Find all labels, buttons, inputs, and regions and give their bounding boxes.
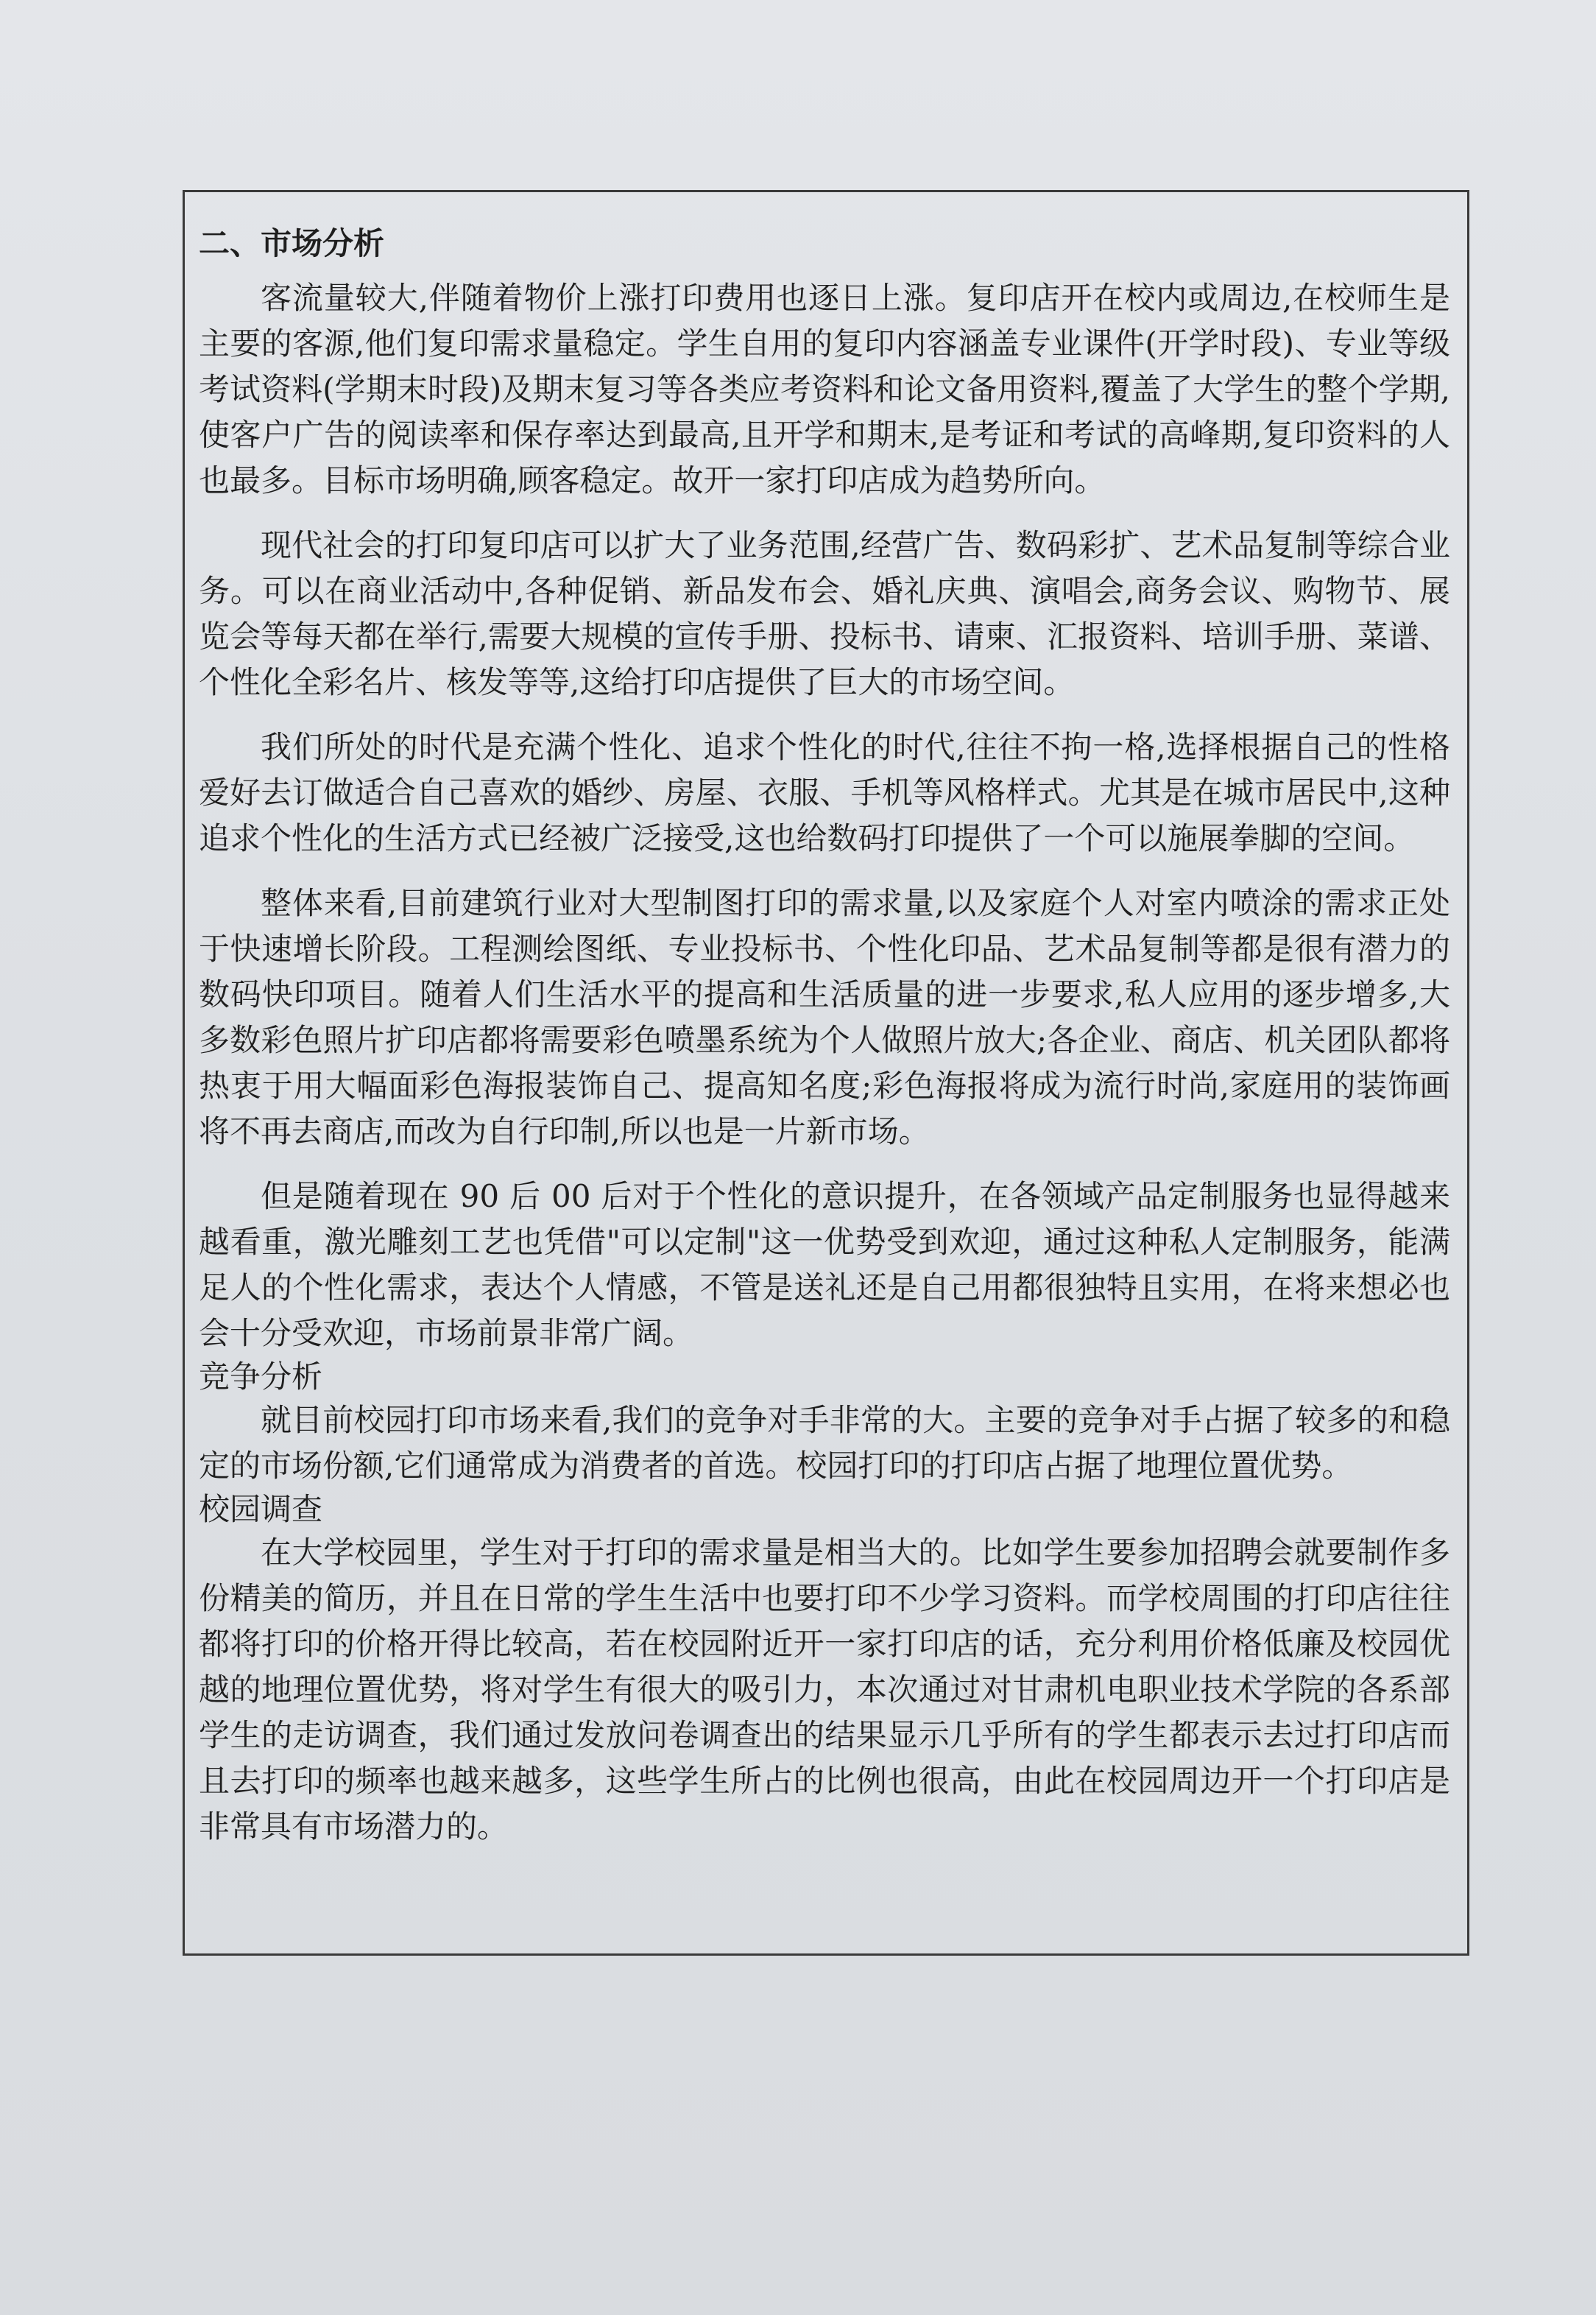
competition-paragraph: 就目前校园打印市场来看,我们的竞争对手非常的大。主要的竞争对手占据了较多的和稳定的市场份额,它们通常成为消费者的首选。校园打印的打印店占据了地理位置优势。 [199,1402,1450,1484]
paragraph-5: 但是随着现在 90 后 00 后对于个性化的意识提升，在各领域产品定制服务也显得越来越看重，激光雕刻工艺也凭借"可以定制"这一优势受到欢迎，通过这种私人定制服务，能满足人的个性化需求，表达个人情感，不管是送礼还是自己用都很独特且实用，在将来想必也会十分受欢迎，市场前景非常广阔。 [199,1178,1450,1351]
paragraph-2: 现代社会的打印复印店可以扩大了业务范围,经营广告、数码彩扩、艺术品复制等综合业务。可以在商业活动中,各种促销、新品发布会、婚礼庆典、演唱会,商务会议、购物节、展览会等每天都在举行,需要大规模的宣传手册、投标书、请柬、汇报资料、培训手册、菜谱、个性化全彩名片、核发等等,这给打印店提供了巨大的市场空间。 [199,527,1450,700]
paragraph-3: 我们所处的时代是充满个性化、追求个性化的时代,往往不拘一格,选择根据自己的性格爱好去订做适合自己喜欢的婚纱、房屋、衣服、手机等风格样式。尤其是在城市居民中,这种追求个性化的生活方式已经被广泛接受,这也给数码打印提供了一个可以施展拳脚的空间。 [199,729,1450,856]
competition-title: 竞争分析 [199,1359,323,1395]
document-body [199,221,1450,1850]
survey-paragraph: 在大学校园里，学生对于打印的需求量是相当大的。比如学生要参加招聘会就要制作多份精美的简历，并且在日常的学生生活中也要打印不少学习资料。而学校周围的打印店往往都将打印的价格开得比较高，若在校园附近开一家打印店的话，充分利用价格低廉及校园优越的地理位置优势，将对学生有很大的吸引力，本次通过对甘肃机电职业技术学院的各系部学生的走访调查，我们通过发放问卷调查出的结果显示几乎所有的学生都表示去过打印店而且去打印的频率也越来越多，这些学生所占的比例也很高，由此在校园周边开一个打印店是非常具有市场潜力的。 [199,1534,1450,1844]
survey-title: 校园调查 [199,1491,323,1527]
section-title: 二、市场分析 [199,225,385,261]
paragraph-4: 整体来看,目前建筑行业对大型制图打印的需求量,以及家庭个人对室内喷涂的需求正处于快速增长阶段。工程测绘图纸、专业投标书、个性化印品、艺术品复制等都是很有潜力的数码快印项目。随着人们生活水平的提高和生活质量的进一步要求,私人应用的逐步增多,大多数彩色照片扩印店都将需要彩色喷墨系统为个人做照片放大;各企业、商店、机关团队都将热衷于用大幅面彩色海报装饰自己、提高知名度;彩色海报将成为流行时尚,家庭用的装饰画将不再去商店,而改为自行印制,所以也是一片新市场。 [199,885,1450,1149]
paragraph-1: 客流量较大,伴随着物价上涨打印费用也逐日上涨。复印店开在校内或周边,在校师生是主要的客源,他们复印需求量稳定。学生自用的复印内容涵盖专业课件(开学时段)、专业等级考试资料(学期末时段)及期末复习等各类应考资料和论文备用资料,覆盖了大学生的整个学期,使客户广告的阅读率和保存率达到最高,且开学和期末,是考证和考试的高峰期,复印资料的人也最多。目标市场明确,顾客稳定。故开一家打印店成为趋势所向。 [199,280,1450,498]
